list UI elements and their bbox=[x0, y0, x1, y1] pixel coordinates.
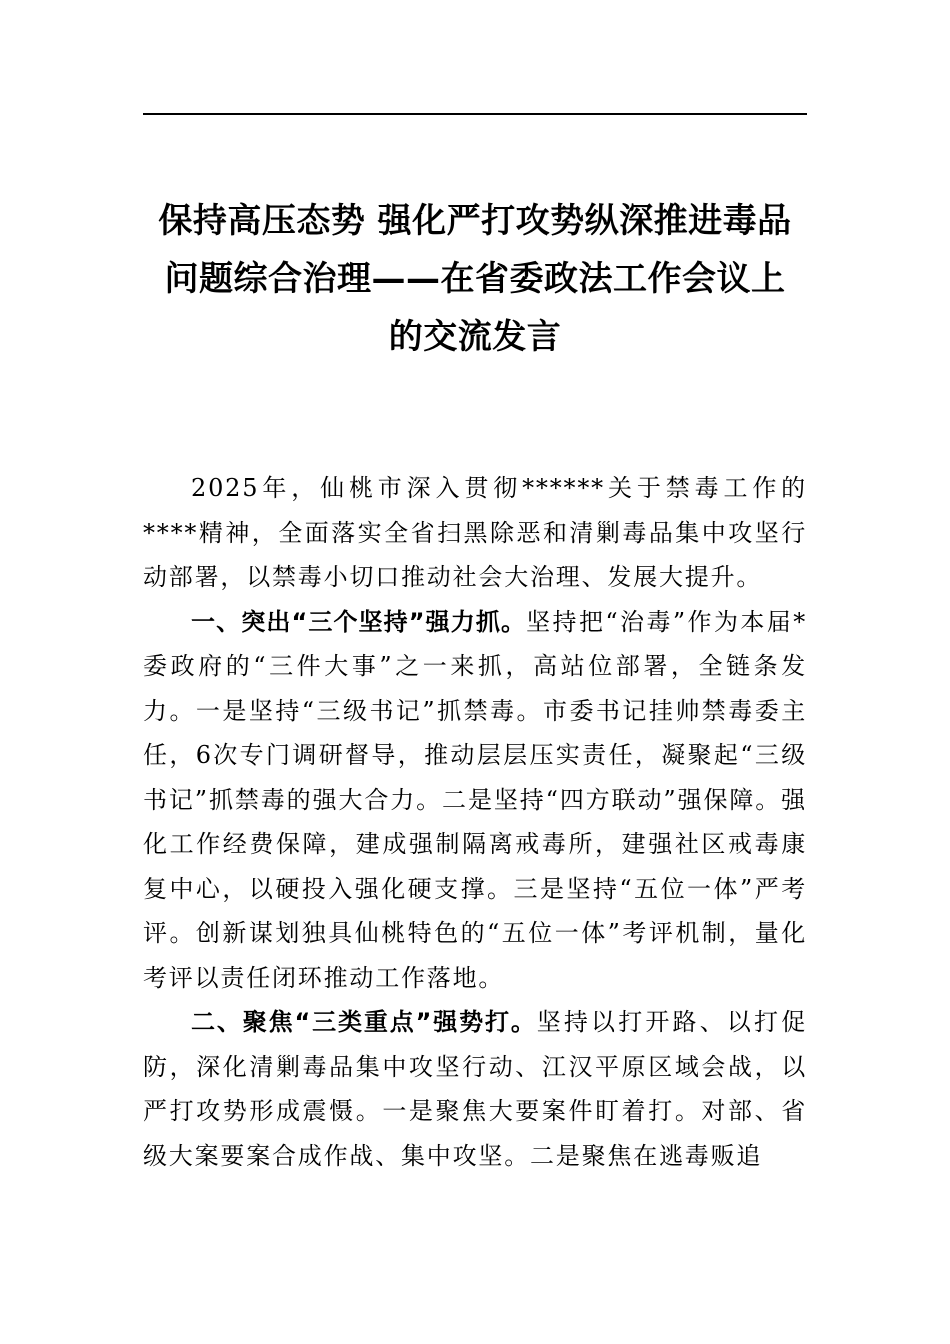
paragraph-section-2 bbox=[143, 1000, 807, 1178]
paragraph-intro bbox=[143, 466, 807, 600]
title-line-2: 问题综合治理——在省委政法工作会议上 bbox=[164, 259, 786, 299]
title-line-1: 保持高压态势 强化严打攻势纵深推进毒品 bbox=[158, 201, 792, 241]
document-title bbox=[143, 192, 807, 366]
header-rule bbox=[143, 113, 807, 115]
section-1-text: 坚持把“治毒”作为本届*委政府的“三件大事”之一来抓，高站位部署，全链条发力。一是坚持“三级书记”抓禁毒。市委书记挂帅禁毒委主任，6次专门调研督导，推动层层压实责任，凝聚起“三级书记”抓禁毒的强大合力。二是坚持“四方联动”强保障。强化工作经费保障，建成强制隔离戒毒所，建强社区戒毒康复中心，以硬投入强化硬支撑。三是坚持“五位一体”严考评。创新谋划独具仙桃特色的“五位一体”考评机制，量化考评以责任闭环推动工作落地。 bbox=[143, 607, 808, 992]
paragraph-section-1 bbox=[143, 600, 807, 1001]
section-1-heading: 一、突出“三个坚持”强力抓。 bbox=[191, 607, 527, 636]
title-line-3: 的交流发言 bbox=[388, 317, 562, 357]
section-2-heading: 二、聚焦“三类重点”强势打。 bbox=[191, 1008, 537, 1036]
section-2-text: 坚持以打开路、以打促防，深化清剿毒品集中攻坚行动、江汉平原区域会战，以严打攻势形成震慑。一是聚焦大要案件盯着打。对部、省级大案要案合成作战、集中攻坚。二是聚焦在逃毒贩追 bbox=[143, 1008, 808, 1170]
document-body bbox=[143, 466, 807, 1178]
paragraph-intro-text: 2025年，仙桃市深入贯彻******关于禁毒工作的****精神，全面落实全省扫黑除恶和清剿毒品集中攻坚行动部署，以禁毒小切口推动社会大治理、发展大提升。 bbox=[143, 474, 807, 591]
